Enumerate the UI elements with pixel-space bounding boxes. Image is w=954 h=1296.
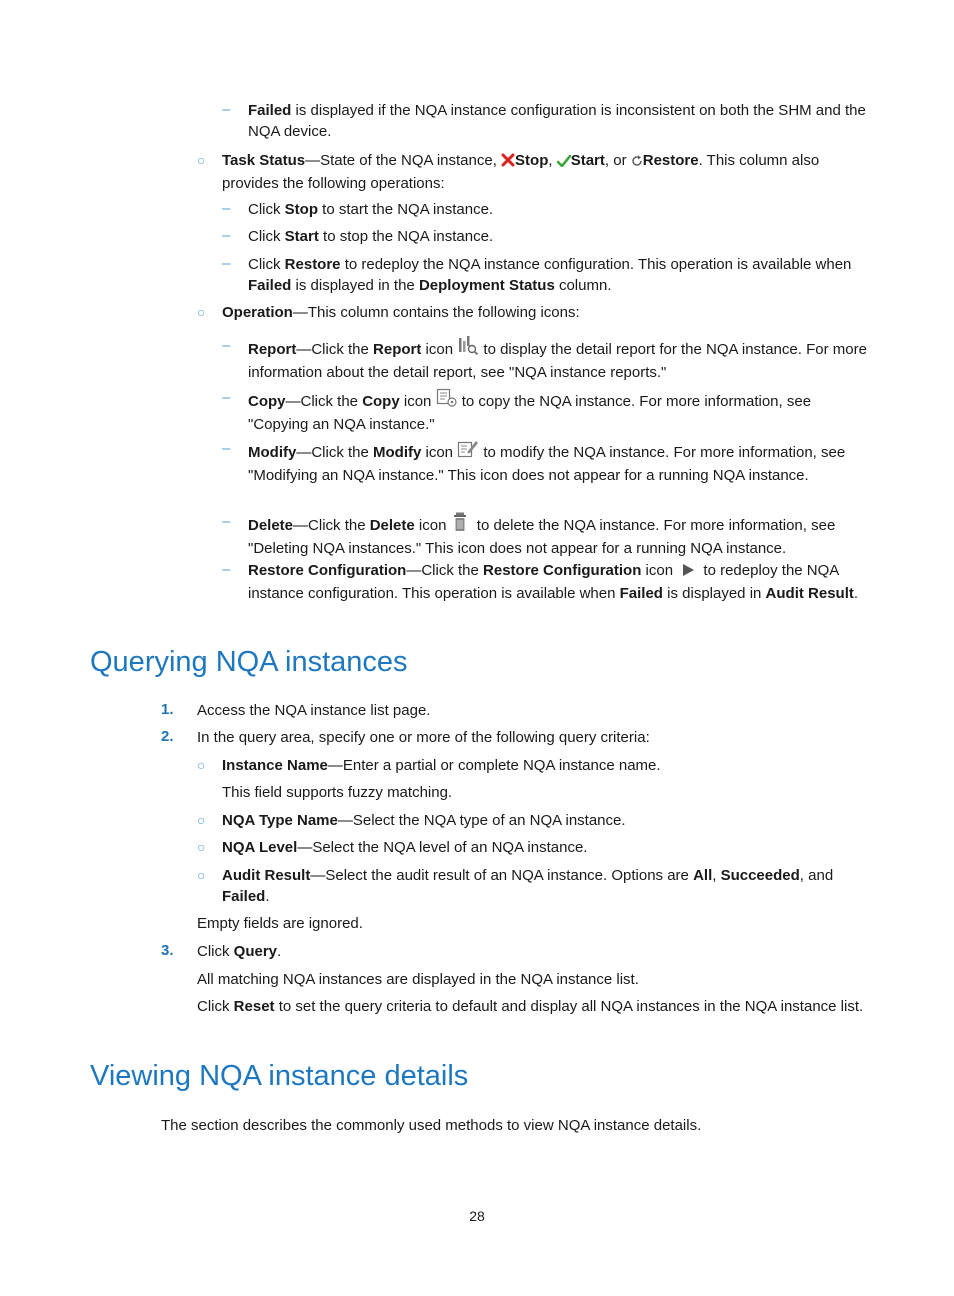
task-status-stop-note: Click Stop to start the NQA instance. (248, 201, 494, 218)
dash-bullet: – (222, 255, 231, 272)
dash-bullet: – (222, 389, 231, 406)
x-icon (501, 152, 515, 173)
operation-item: Operation—This column contains the following icons: (222, 304, 580, 321)
circle-bullet: ○ (197, 839, 206, 855)
dash-bullet: – (222, 513, 231, 530)
restore-config-item: Restore Configuration—Click the Restore Configuration icon to redeploy the NQA instance configuration. This operation is available when Failed is displayed in Audit Result. (248, 562, 859, 602)
page-number: 28 (469, 1208, 485, 1224)
criteria-nqa-type: NQA Type Name—Select the NQA type of an NQA instance. (222, 812, 626, 829)
reset-note: Click Reset to set the query criteria to default and display all NQA instances in the NQA instance list. (197, 998, 864, 1015)
report-icon (457, 336, 479, 362)
circle-bullet: ○ (197, 757, 206, 773)
dash-bullet: – (222, 101, 231, 118)
circle-bullet: ○ (197, 812, 206, 828)
play-icon (677, 562, 699, 583)
task-status-start-note: Click Start to stop the NQA instance. (248, 228, 494, 245)
circle-bullet: ○ (197, 152, 206, 168)
section-heading-querying: Querying NQA instances (90, 646, 408, 678)
delete-item: Delete—Click the Delete icon to delete the NQA instance. For more information, see "Deleting NQA instances." This icon does not appear for a running NQA instance. (248, 512, 868, 559)
dash-bullet: – (222, 227, 231, 244)
dash-bullet: – (222, 561, 231, 578)
empty-fields-note: Empty fields are ignored. (197, 915, 363, 932)
check-icon (557, 152, 571, 173)
task-status-item: Task Status—State of the NQA instance, Stop, Start, or Restore. This column also provides the following operations: (222, 152, 820, 192)
refresh-icon (631, 152, 643, 173)
report-item: Report—Click the Report icon to display the detail report for the NQA instance. For more information about the detail report, see "NQA instance reports." (248, 336, 868, 383)
trash-icon (451, 512, 473, 538)
edit-icon (457, 439, 479, 465)
section-heading-viewing: Viewing NQA instance details (90, 1060, 469, 1092)
step-1-text: Access the NQA instance list page. (197, 702, 431, 719)
step-number: 3. (161, 942, 174, 959)
criteria-nqa-level: NQA Level—Select the NQA level of an NQA instance. (222, 839, 588, 856)
dash-bullet: – (222, 337, 231, 354)
criteria-audit-result: Audit Result—Select the audit result of an NQA instance. Options are All, Succeeded, and Failed. (222, 867, 834, 905)
fuzzy-note: This field supports fuzzy matching. (222, 784, 453, 801)
deploy-failed-text: Failed is displayed if the NQA instance configuration is inconsistent on both the SHM and the NQA device. (248, 102, 866, 140)
task-status-restore-note: Click Restore to redeploy the NQA instance configuration. This operation is available when Failed is displayed in the Deployment Status column. (248, 256, 852, 294)
copy-icon (436, 388, 458, 414)
step-3-text: Click Query. (197, 943, 282, 960)
dash-bullet: – (222, 440, 231, 457)
section2-intro: The section describes the commonly used methods to view NQA instance details. (161, 1117, 702, 1134)
step-number: 1. (161, 701, 174, 718)
circle-bullet: ○ (197, 304, 206, 320)
copy-item: Copy—Click the Copy icon to copy the NQA instance. For more information, see "Copying an NQA instance." (248, 388, 868, 435)
result-note: All matching NQA instances are displayed in the NQA instance list. (197, 971, 639, 988)
step-2-text: In the query area, specify one or more of the following query criteria: (197, 729, 650, 746)
criteria-instance-name: Instance Name—Enter a partial or complete NQA instance name. (222, 757, 661, 774)
step-number: 2. (161, 728, 174, 745)
circle-bullet: ○ (197, 867, 206, 883)
dash-bullet: – (222, 200, 231, 217)
modify-item: Modify—Click the Modify icon to modify the NQA instance. For more information, see "Modifying an NQA instance." This icon does not appear for a running NQA instance. (248, 439, 868, 486)
